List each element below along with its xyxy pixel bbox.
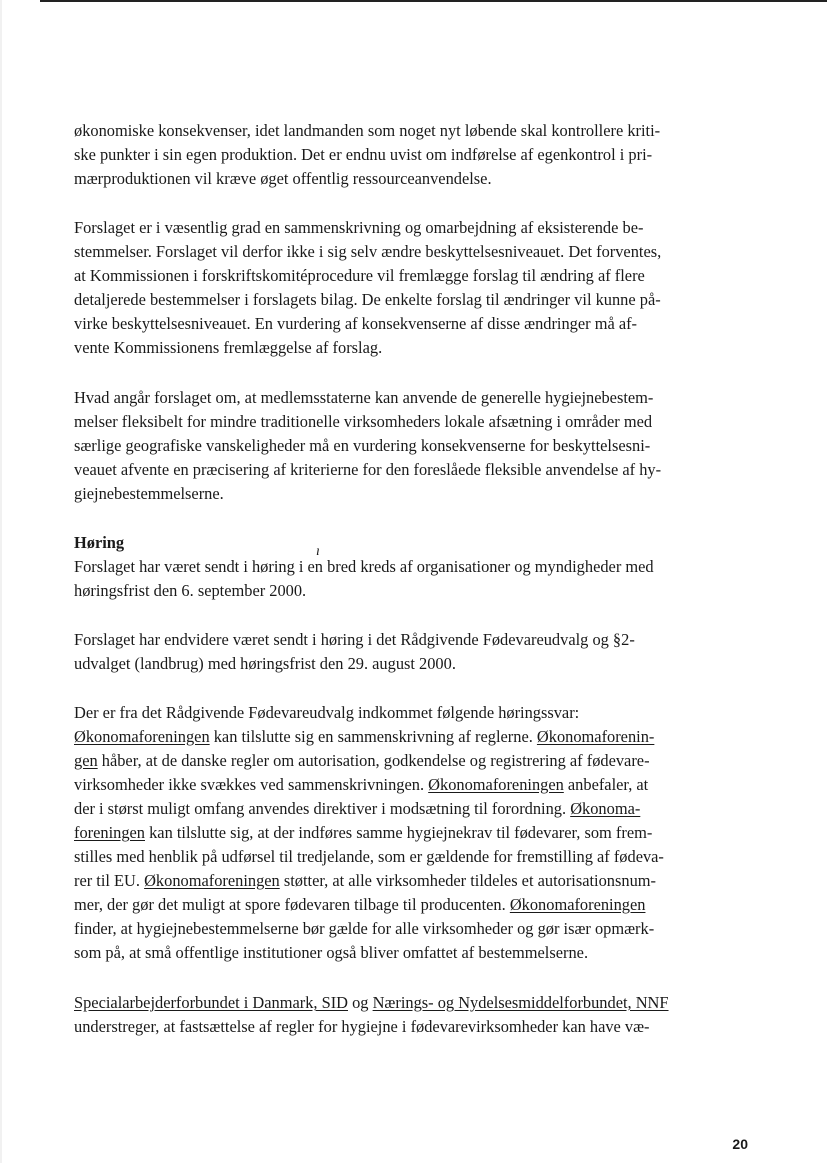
paragraph-okonomaforeningen: [74, 701, 746, 965]
paragraph-konsekvenser: [74, 119, 746, 191]
organization-name: Økonomaforeningen: [509, 895, 646, 914]
section-heading: Høring: [74, 533, 125, 552]
text-line: Forslaget har været sendt i høring i en bred kreds af organisationer og myndigheder med: [74, 557, 654, 576]
text-line: ske punkter i sin egen produktion. Det er endnu uvist om indførelse af egenkontrol i pri-: [74, 145, 653, 164]
text-line: finder, at hygiejnebestemmelserne bør gælde for alle virksomheder og gør især opmærk-: [74, 919, 655, 938]
text-line: stilles med henblik på udførsel til tredjelande, som er gældende for fremstilling af fødeva-: [74, 847, 664, 866]
text-run: og: [348, 993, 373, 1012]
text-line: giejnebestemmelserne.: [74, 484, 224, 503]
text-line: Forslaget har endvidere været sendt i høring i det Rådgivende Fødevareudvalg og §2-: [74, 630, 635, 649]
text-run: rer til EU.: [74, 871, 145, 890]
organization-name: Nærings- og Nydelsesmiddelforbundet, NNF: [372, 993, 669, 1012]
page-number: 20: [732, 1136, 748, 1152]
text-line: særlige geografiske vanskeligheder må en vurdering konsekvenserne for beskyttelsesni-: [74, 436, 651, 455]
text-line: detaljerede bestemmelser i forslagets bilag. De enkelte forslag til ændringer vil kunne på-: [74, 290, 661, 309]
text-line: veauet afvente en præcisering af kriterierne for den foreslåede fleksible anvendelse af hy-: [74, 460, 662, 479]
organization-name: Specialarbejderforbundet i Danmark, SID: [74, 993, 348, 1012]
text-run: der i størst muligt omfang anvendes direktiver i modsætning til forordning.: [74, 799, 571, 818]
organization-name: Økonoma-: [570, 799, 641, 818]
scan-edge: [0, 0, 2, 1163]
text-line: udvalget (landbrug) med høringsfrist den 29. august 2000.: [74, 654, 456, 673]
text-line: understreger, at fastsættelse af regler for hygiejne i fødevarevirksomheder kan have væ-: [74, 1017, 650, 1036]
organization-name: Økonomaforeningen: [428, 775, 564, 794]
text-line: Forslaget er i væsentlig grad en sammenskrivning og omarbejdning af eksisterende be-: [74, 218, 644, 237]
text-line: vente Kommissionens fremlæggelse af forslag.: [74, 338, 383, 357]
text-line: at Kommissionen i forskriftskomitéprocedure vil fremlægge forslag til ændring af flere: [74, 266, 645, 285]
text-line: Der er fra det Rådgivende Fødevareudvalg indkommet følgende høringssvar:: [74, 703, 580, 722]
text-line: stemmelser. Forslaget vil derfor ikke i sig selv ændre beskyttelsesniveauet. Det forventes,: [74, 242, 662, 261]
text-run: håber, at de danske regler om autorisation, godkendelse og registrering af fødevare-: [97, 751, 650, 770]
text-line: mærproduktionen vil kræve øget offentlig ressourceanvendelse.: [74, 169, 492, 188]
text-run: kan tilslutte sig, at der indføres samme hygiejnekrav til fødevarer, som frem-: [145, 823, 653, 842]
organization-name: Økonomaforenin-: [536, 727, 655, 746]
text-line: som på, at små offentlige institutioner også bliver omfattet af bestemmelserne.: [74, 943, 589, 962]
text-line: Hvad angår forslaget om, at medlemsstaterne kan anvende de generelle hygiejnebestem-: [74, 388, 654, 407]
organization-name: Økonomaforeningen: [74, 727, 210, 746]
text-line: økonomiske konsekvenser, idet landmanden som noget nyt løbende skal kontrollere kriti-: [74, 121, 661, 140]
text-run: mer, der gør det muligt at spore fødevaren tilbage til producenten.: [74, 895, 510, 914]
paragraph-sid-nnf: [74, 991, 746, 1039]
text-run: støtter, at alle virksomheder tildeles et autorisationsnum-: [279, 871, 656, 890]
text-run: kan tilslutte sig en sammenskrivning af reglerne.: [209, 727, 537, 746]
paragraph-sammenskrivning: [74, 216, 746, 360]
organization-name: foreningen: [74, 823, 145, 842]
text-line: virke beskyttelsesniveauet. En vurdering af konsekvenserne af disse ændringer må af-: [74, 314, 638, 333]
text-line: melser fleksibelt for mindre traditionelle virksomheders lokale afsætning i områder med: [74, 412, 653, 431]
text-run: virksomheder ikke svækkes ved sammenskrivningen.: [74, 775, 429, 794]
section-horing: [74, 531, 746, 603]
text-run: anbefaler, at: [563, 775, 649, 794]
organization-name: gen: [74, 751, 98, 770]
top-rule: [40, 0, 827, 2]
organization-name: Økonomaforeningen: [144, 871, 280, 890]
paragraph-fleksibilitet: [74, 386, 746, 506]
scan-mark: ı: [316, 544, 320, 559]
paragraph-raadgivende: [74, 628, 746, 676]
text-line: høringsfrist den 6. september 2000.: [74, 581, 307, 600]
